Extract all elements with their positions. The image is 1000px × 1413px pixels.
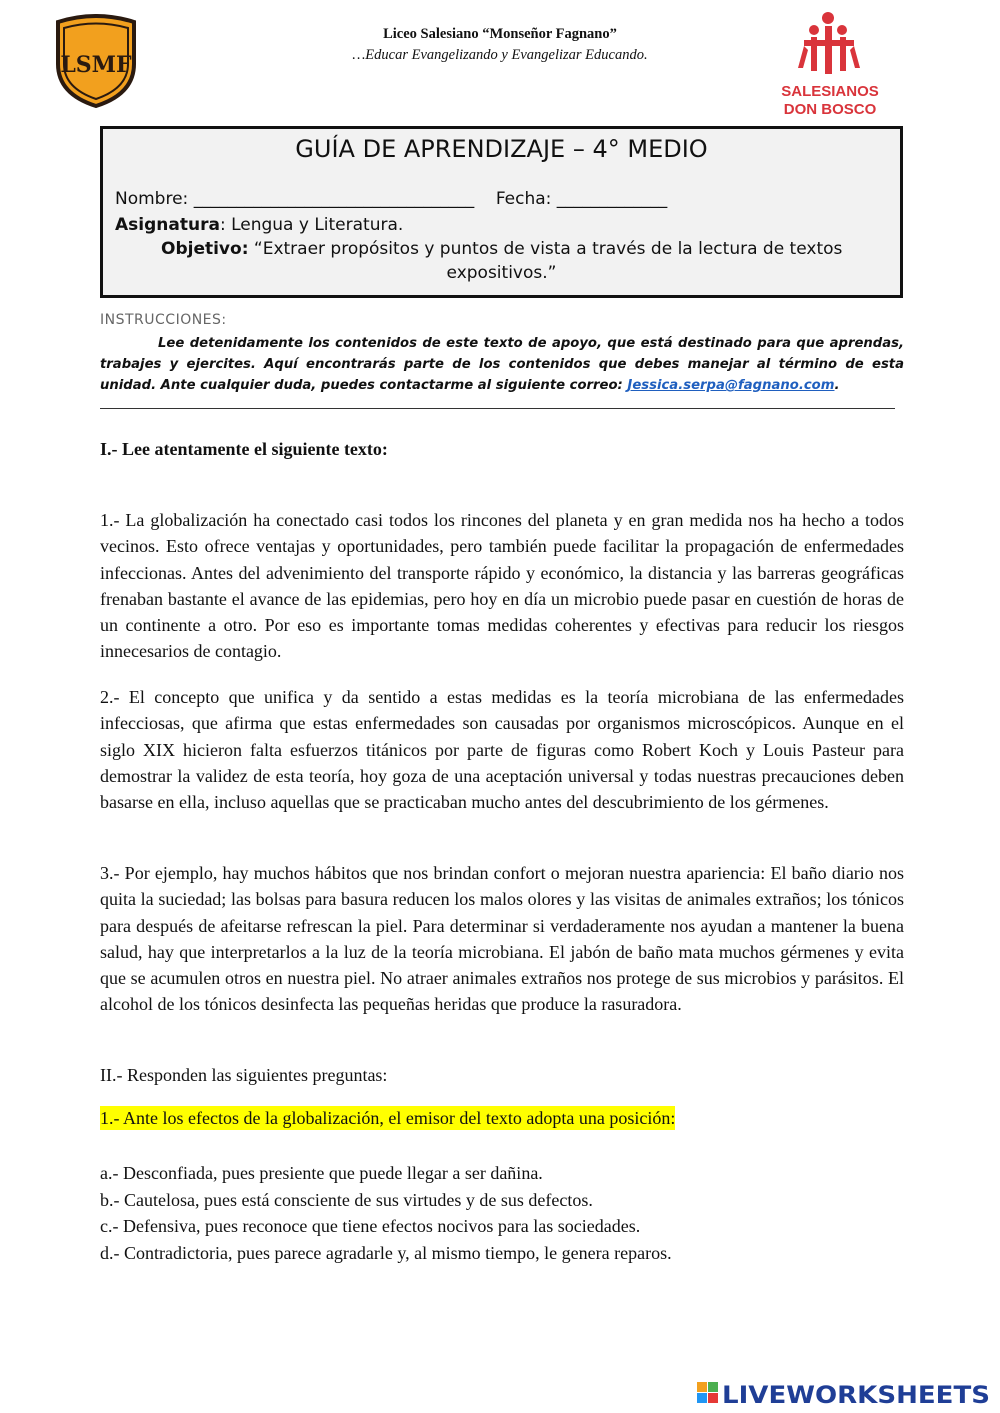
- fecha-field[interactable]: _____________: [556, 189, 668, 209]
- logo-square-blue: [697, 1393, 707, 1403]
- school-name: Liceo Salesiano “Monseñor Fagnano”: [383, 26, 617, 42]
- teacher-email-link[interactable]: Jessica.serpa@fagnano.com: [627, 378, 835, 393]
- asignatura-label: Asignatura: [115, 215, 220, 235]
- option-b[interactable]: b.- Cautelosa, pues está consciente de sus virtudes y de sus defectos.: [100, 1189, 593, 1210]
- liveworksheets-wordmark: [722, 1381, 990, 1408]
- paragraph-2: 2.- El concepto que unifica y da sentido a estas medidas es la teoría microbiana de las enfermedades infecciosas, que afirma que estas enfermedades son causadas por organismos microscópicos. Aunque en el siglo XIX hicieron falta esfuerzos titánicos por parte de figuras como Robert Koch y Louis Pasteur para demostrar la validez de esta teoría, hoy goza de una aceptación universal y todas nuestras precauciones deben basarse en ella, incluso aquellas que se practicaban mucho antes del descubrimiento de los gérmenes.: [100, 687, 904, 813]
- liveworksheets-logo: [697, 1378, 993, 1408]
- objetivo-label: Objetivo:: [161, 239, 249, 259]
- nombre-line: [115, 189, 667, 209]
- instructions-text: [100, 333, 904, 396]
- don-bosco-text: DON BOSCO: [783, 101, 877, 118]
- option-d[interactable]: d.- Contradictoria, pues parece agradarle y, al mismo tiempo, le genera reparos.: [100, 1243, 672, 1264]
- school-motto: …Educar Evangelizando y Evangelizar Educando.: [352, 47, 648, 63]
- salesianos-text: SALESIANOS: [781, 83, 879, 100]
- guide-header-box: [100, 126, 903, 298]
- section-2-heading: II.- Responden las siguientes preguntas:: [100, 1065, 388, 1085]
- option-a[interactable]: a.- Desconfiada, pues presiente que puede llegar a ser dañina.: [100, 1163, 543, 1183]
- instructions-heading: INSTRUCCIONES:: [100, 312, 227, 328]
- nombre-field[interactable]: _________________________________: [193, 189, 475, 209]
- salesianos-logo: [770, 6, 890, 118]
- divider-line: [100, 408, 895, 409]
- fecha-label: Fecha:: [495, 189, 552, 209]
- paragraph-3: 3.- Por ejemplo, hay muchos hábitos que nos brindan confort o mejoran nuestra apariencia: El baño diario nos quita la suciedad; las bolsas para basura reducen los malos olores y las visitas de animales extraños; los tónicos para después de afeitarse refrescan la piel. Para determinar si verdaderamente nos ayudan a mantener la buena salud, hay que interpretarlos a la luz de la teoría microbiana. El jabón de baño mata muchos gérmenes y evita que se acumulen otros en nuestra piel. No atraer animales extraños nos protege de sus microbios y parásitos. El alcohol de los tónicos desinfecta las pequeñas heridas que produce la rasuradora.: [100, 863, 904, 1015]
- objetivo-line-2: expositivos.”: [446, 263, 557, 283]
- guide-title: GUÍA DE APRENDIZAJE – 4° MEDIO: [295, 135, 708, 163]
- asignatura-line: [115, 215, 403, 235]
- section-1-heading: I.- Lee atentamente el siguiente texto:: [100, 439, 388, 459]
- brand-prefix: LIVE: [722, 1381, 782, 1408]
- answer-options: [100, 1160, 672, 1267]
- paragraph-1: 1.- La globalización ha conectado casi todos los rincones del planeta y en gran medida nos ha hecho a todos vecinos. Esto ofrece ventajas y oportunidades, pero también puede facilitar la propagación de enfermedades infeccionas. Antes del advenimiento del transporte rápido y económico, la distancia y las barreras geográficas frenaban bastante el avance de las epidemias, pero hoy en día un microbio puede pasar en cuestión de horas de un continente a otro. Por eso es importante tomas medidas coherentes y efectivas para reducir los riesgos innecesarios de contagio.: [100, 510, 904, 662]
- instructions-end: .: [834, 378, 840, 393]
- nombre-label: Nombre:: [115, 189, 189, 209]
- option-c[interactable]: c.- Defensiva, pues reconoce que tiene efectos nocivos para las sociedades.: [100, 1216, 641, 1237]
- objetivo-line: [161, 239, 842, 259]
- brand-suffix: WORKSHEETS: [786, 1381, 975, 1408]
- logo-square-green: [708, 1382, 718, 1392]
- logo-square-red: [708, 1393, 718, 1403]
- objetivo-text: “Extraer propósitos y puntos de vista a través de la lectura de textos: [248, 239, 843, 259]
- instructions-body: Lee detenidamente los contenidos de este texto de apoyo, que está destinado para que aprendas, trabajes y ejercites. Aquí encontrarás parte de los contenidos que debes manejar al término de esta unidad. Ante cualquier duda, puedes contactarme al siguiente correo:: [100, 336, 904, 393]
- crest-letters: LSMF: [60, 52, 132, 78]
- logo-square-orange: [697, 1382, 707, 1392]
- asignatura-value: : Lengua y Literatura.: [219, 215, 404, 235]
- question-1: 1.- Ante los efectos de la globalización, el emisor del texto adopta una posición:: [100, 1108, 676, 1128]
